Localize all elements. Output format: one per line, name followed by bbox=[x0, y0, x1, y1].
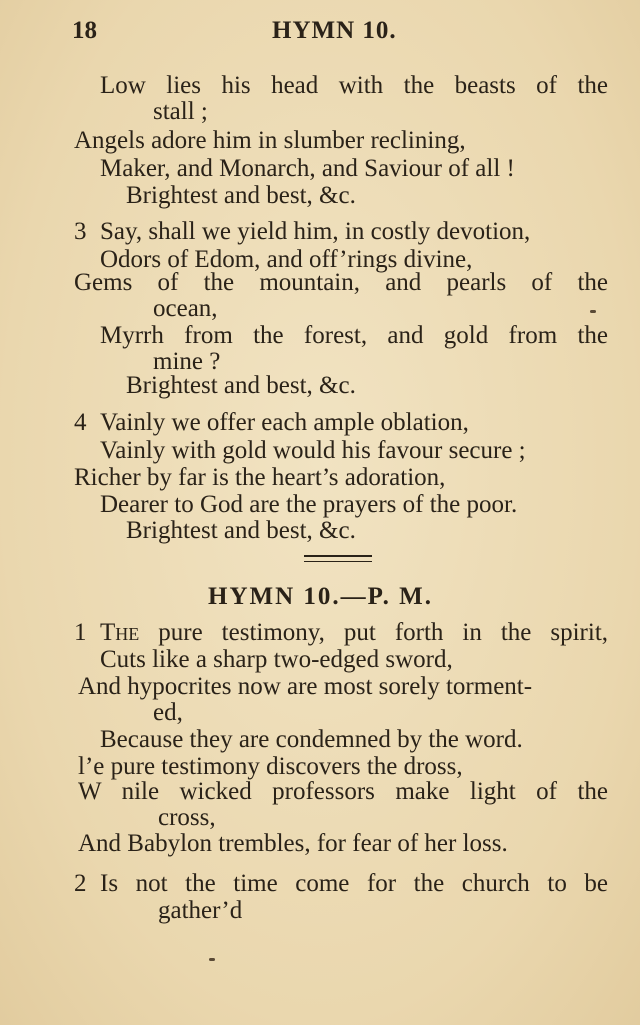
verse-line: cross, bbox=[158, 804, 216, 831]
verse-1-first-line bbox=[74, 620, 608, 645]
verse-line: l’e pure testimony discovers the dross, bbox=[78, 753, 463, 780]
verse-line: ocean, bbox=[153, 295, 218, 322]
hymn-title: HYMN 10.—P. M. bbox=[208, 583, 433, 610]
verse-line: W nile wicked professors make light of the bbox=[78, 778, 608, 805]
section-divider bbox=[304, 555, 372, 557]
verse-line: stall ; bbox=[153, 98, 208, 125]
verse-line: ed, bbox=[153, 699, 183, 726]
verse-line: And hypocrites now are most sorely torment- bbox=[78, 673, 533, 700]
verse-line: Richer by far is the heart’s adoration, bbox=[74, 464, 446, 491]
ink-speck bbox=[590, 310, 596, 313]
refrain-line: Brightest and best, &c. bbox=[126, 517, 356, 544]
verse-4-first-line bbox=[74, 410, 469, 435]
verse-3-first-line bbox=[74, 219, 530, 244]
verse-line: Angels adore him in slumber reclining, bbox=[74, 127, 466, 154]
verse-line: Gems of the mountain, and pearls of the bbox=[74, 269, 608, 296]
verse-line: Say, shall we yield him, in costly devotion, bbox=[100, 218, 531, 245]
verse-number: 2 bbox=[74, 870, 87, 897]
verse-line: Low lies his head with the beasts of the bbox=[100, 72, 608, 99]
verse-line: Myrrh from the forest, and gold from the bbox=[100, 322, 608, 349]
verse-line: pure testimony, put forth in the spirit, bbox=[158, 619, 609, 646]
verse-line: Vainly with gold would his favour secure ; bbox=[100, 437, 526, 464]
refrain-line: Brightest and best, &c. bbox=[126, 182, 356, 209]
verse-line: Vainly we offer each ample oblation, bbox=[100, 409, 469, 436]
verse-number: 1 bbox=[74, 619, 87, 646]
verse-line: Odors of Edom, and off’rings divine, bbox=[100, 246, 473, 273]
verse-line: And Babylon trembles, for fear of her loss. bbox=[78, 830, 508, 857]
verse-number: 3 bbox=[74, 218, 87, 245]
running-head: HYMN 10. bbox=[272, 17, 397, 44]
verse-2-first-line bbox=[74, 871, 608, 896]
section-divider bbox=[304, 561, 372, 562]
verse-line: Because they are condemned by the word. bbox=[100, 726, 523, 753]
ink-speck bbox=[209, 958, 215, 961]
drop-word: The bbox=[100, 619, 140, 646]
page-number: 18 bbox=[72, 17, 97, 44]
verse-line: Cuts like a sharp two-edged sword, bbox=[100, 646, 453, 673]
refrain-line: Brightest and best, &c. bbox=[126, 372, 356, 399]
verse-line: mine ? bbox=[153, 348, 221, 375]
verse-line: Dearer to God are the prayers of the poor. bbox=[100, 491, 518, 518]
verse-line: Is not the time come for the church to be bbox=[100, 870, 608, 897]
verse-line: gather’d bbox=[158, 897, 243, 924]
verse-number: 4 bbox=[74, 409, 87, 436]
verse-line: Maker, and Monarch, and Saviour of all ! bbox=[100, 155, 515, 182]
